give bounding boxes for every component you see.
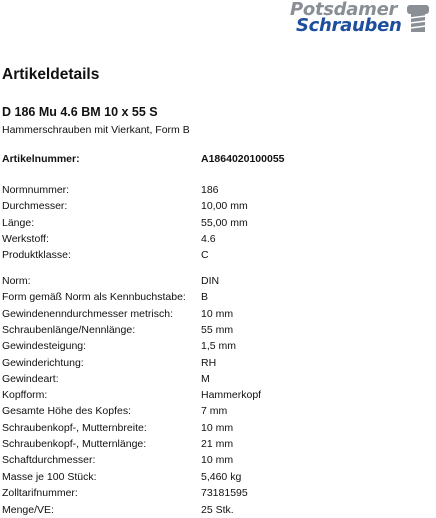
detail-row bbox=[2, 486, 432, 501]
detail-value: 186 bbox=[201, 184, 219, 196]
detail-label: Gewindeart: bbox=[2, 372, 59, 385]
detail-row bbox=[2, 453, 432, 468]
detail-label: Form gemäß Norm als Kennbuchstabe: bbox=[2, 291, 186, 304]
detail-label: Zolltarifnummer: bbox=[2, 487, 78, 500]
detail-label: Normnummer: bbox=[2, 184, 70, 196]
detail-row bbox=[2, 372, 432, 387]
detail-label: Schraubenkopf-, Mutternlänge: bbox=[2, 438, 147, 450]
product-subtitle: Hammerschrauben mit Vierkant, Form B bbox=[2, 124, 190, 136]
detail-value: DIN bbox=[201, 275, 220, 287]
detail-row bbox=[2, 339, 432, 354]
detail-label: Gewindesteigung: bbox=[2, 340, 87, 353]
detail-value: 10 mm bbox=[201, 454, 234, 467]
detail-label: Gewindenenndurchmesser metrisch: bbox=[2, 307, 173, 320]
brand-name-line1: Potsdamer bbox=[290, 0, 398, 20]
detail-label: Schraubenkopf-, Mutternbreite: bbox=[2, 421, 147, 434]
detail-row bbox=[2, 388, 432, 403]
detail-label: Gesamte Höhe des Kopfes: bbox=[2, 405, 131, 418]
detail-row bbox=[2, 470, 432, 485]
detail-row bbox=[2, 199, 432, 214]
detail-row bbox=[2, 323, 432, 338]
detail-value: 10 mm bbox=[201, 307, 234, 320]
detail-label: Menge/VE: bbox=[2, 503, 54, 516]
detail-label: Kopfform: bbox=[2, 389, 48, 402]
detail-label: Durchmesser: bbox=[2, 200, 68, 213]
detail-label: Länge: bbox=[2, 216, 35, 229]
detail-row bbox=[2, 307, 432, 322]
detail-row bbox=[2, 274, 432, 289]
page-title: Artikeldetails bbox=[2, 66, 100, 83]
detail-value: Hammerkopf bbox=[201, 389, 262, 402]
brand-name-line2: Schrauben bbox=[296, 15, 402, 36]
detail-label: Masse je 100 Stück: bbox=[2, 471, 97, 483]
detail-value: M bbox=[201, 372, 210, 385]
detail-value: 5,460 kg bbox=[201, 471, 242, 483]
detail-label: Werkstoff: bbox=[2, 232, 49, 245]
brand-logo bbox=[282, 0, 432, 40]
screw-icon bbox=[406, 4, 430, 34]
detail-row bbox=[2, 503, 432, 518]
detail-label: Gewinderichtung: bbox=[2, 356, 84, 369]
detail-label: Norm: bbox=[2, 275, 31, 287]
detail-value: 4.6 bbox=[201, 232, 216, 245]
detail-label: Schaftdurchmesser: bbox=[2, 454, 96, 467]
detail-label: Schraubenlänge/Nennlänge: bbox=[2, 323, 136, 336]
detail-value: 55 mm bbox=[201, 323, 234, 336]
detail-value: 10 mm bbox=[201, 421, 234, 434]
detail-row bbox=[2, 421, 432, 436]
detail-row bbox=[2, 290, 432, 305]
article-number-label: Artikelnummer: bbox=[2, 153, 80, 165]
detail-label: Produktklasse: bbox=[2, 249, 71, 262]
article-number-row bbox=[2, 152, 432, 167]
detail-value: 21 mm bbox=[201, 438, 234, 450]
detail-value: 7 mm bbox=[201, 405, 228, 418]
detail-row bbox=[2, 232, 432, 247]
detail-value: RH bbox=[201, 356, 217, 369]
detail-value: 73181595 bbox=[201, 487, 248, 500]
detail-row bbox=[2, 248, 432, 263]
detail-value: 25 Stk. bbox=[201, 503, 234, 516]
detail-value: 55,00 mm bbox=[201, 216, 248, 229]
detail-row bbox=[2, 404, 432, 419]
detail-value: C bbox=[201, 249, 209, 262]
article-number-value: A1864020100055 bbox=[201, 153, 285, 165]
detail-value: 10,00 mm bbox=[201, 200, 248, 213]
detail-row bbox=[2, 183, 432, 198]
detail-row bbox=[2, 356, 432, 371]
detail-value: B bbox=[201, 291, 209, 304]
detail-value: 1,5 mm bbox=[201, 340, 237, 353]
product-title: D 186 Mu 4.6 BM 10 x 55 S bbox=[2, 105, 158, 119]
detail-row bbox=[2, 437, 432, 452]
detail-row bbox=[2, 216, 432, 231]
